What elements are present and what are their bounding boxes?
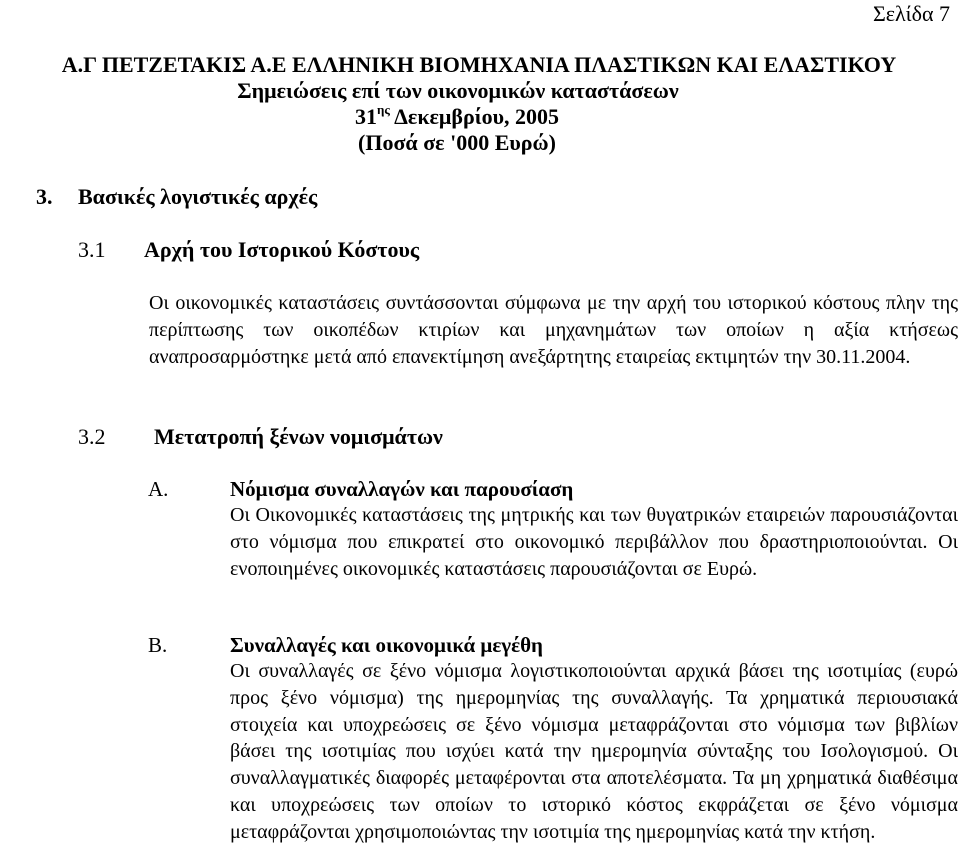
date-suffix: ης (376, 102, 390, 117)
header-date (0, 104, 960, 130)
header-subtitle: Σημειώσεις επί των οικονομικών καταστάσεων (237, 78, 679, 103)
page-number: Σελίδα 7 (872, 1, 950, 26)
item-letter: Α. (148, 477, 169, 501)
section-title: Βασικές λογιστικές αρχές (78, 184, 318, 209)
subsection-title: Αρχή του Ιστορικού Κόστους (144, 237, 420, 262)
subsection-title: Μετατροπή ξένων νομισμάτων (154, 424, 443, 449)
date-day: 31 (354, 104, 377, 129)
item-heading (148, 476, 573, 502)
item-title: Νόμισμα συναλλαγών και παρουσίαση (230, 477, 574, 501)
section-heading (36, 184, 317, 210)
item-title: Συναλλαγές και οικονομικά μεγέθη (230, 633, 543, 657)
subsection-heading (78, 424, 443, 450)
paragraph: Οι οικονομικές καταστάσεις συντάσσονται σύμφωνα με την αρχή του ιστορικού κόστους πλην της περίπτωσης των οικοπέδων κτιρίων και μηχανημάτων των οποίων η αξία κτήσεως αναπροσαρμόστηκε μετά από επανεκτίμηση ανεξάρτητης εταιρείας εκτιμητών την 30.11.2004. (149, 292, 958, 368)
item-letter: Β. (148, 633, 168, 657)
item-heading (148, 632, 543, 658)
currency-note: (Ποσά σε '000 Ευρώ) (358, 130, 556, 155)
subsection-heading (78, 237, 419, 263)
subsection-number: 3.2 (78, 424, 106, 449)
section-number: 3. (36, 184, 53, 209)
date-rest: Δεκεμβρίου, 2005 (389, 104, 560, 129)
subsection-number: 3.1 (78, 237, 106, 262)
paragraph: Οι συναλλαγές σε ξένο νόμισμα λογιστικοποιούνται αρχικά βάσει της ισοτιμίας (ευρώ προς ξένο νόμισμα) της ημερομηνίας της συναλλαγής. Τα χρηματικά περιουσιακά στοιχεία και υποχρεώσεις σε ξένο νόμισμα μεταφράζονται στο νόμισμα των βιβλίων βάσει της ισοτιμίας που ισχύει κατά την ημερομηνία σύνταξης του Ισολογισμού. Οι συναλλαγματικές διαφορές μεταφέρονται στα αποτελέσματα. Τα μη χρηματικά διαθέσιμα και υποχρεώσεις των οποίων το ιστορικό κόστος εκφράζεται σε ξένο νόμισμα μεταφράζονται χρησιμοποιώντας την ισοτιμία της ημερομηνίας κατά την κτήση. (230, 660, 958, 843)
document-header (0, 52, 960, 156)
paragraph: Οι Οικονομικές καταστάσεις της μητρικής και των θυγατρικών εταιρειών παρουσιάζονται στο νόμισμα που επικρατεί στο οικονομικό περιβάλλον που δραστηριοποιούνται. Οι ενοποιημένες οικονομικές καταστάσεις παρουσιάζονται σε Ευρώ. (230, 504, 958, 580)
company-name: Α.Γ ΠΕΤΖΕΤΑΚΙΣ Α.Ε ΕΛΛΗΝΙΚΗ ΒΙΟΜΗΧΑΝΙΑ ΠΛΑΣΤΙΚΩΝ ΚΑΙ ΕΛΑΣΤΙΚΟΥ (61, 52, 897, 77)
